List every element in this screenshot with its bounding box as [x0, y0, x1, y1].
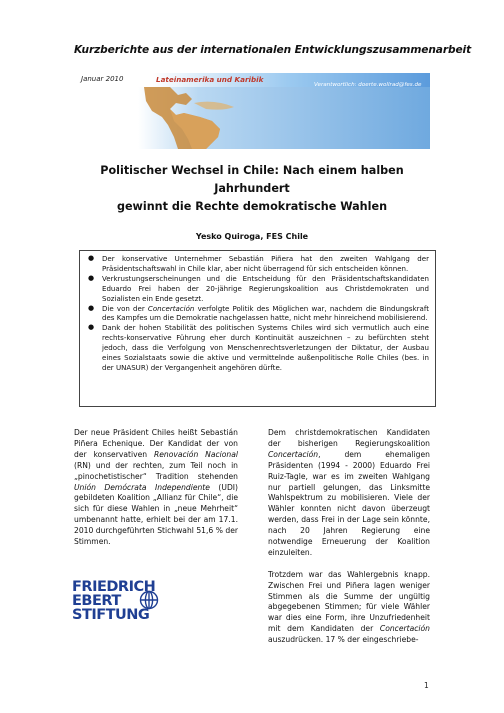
fes-logo [72, 577, 182, 621]
fes-logo-graphic [72, 577, 182, 621]
article-title-line-2: gewinnt die Rechte demokratische Wahlen [116, 200, 388, 213]
paragraph: Trotzdem war das Wahlergebnis knapp. Zwischen Frei und Piñera lagen weniger Stimmen als die Summe der ungültig abgegebenen Stimmen; für viele Wähler war dies eine Form, ihre Unzufriedenheit mit dem Kandidaten der Concertación auszudrücken. 17 % der eingeschriebe- [268, 569, 430, 645]
summary-item: ● Der konservative Unternehmer Sebastián Piñera hat den zweiten Wahlgang der Präsidentschaftswahl in Chile klar, aber nicht überragend für sich entscheiden können. [88, 254, 429, 273]
responsible-contact[interactable]: Verantwortlich: doerte.wollrad@fes.de [314, 82, 422, 88]
logo-line-3: STIFTUNG [72, 607, 150, 621]
bullet-icon: ● [88, 323, 95, 332]
bullet-icon: ● [88, 303, 95, 312]
bullet-icon: ● [88, 273, 95, 282]
logo-line-1: FRIEDRICH [72, 579, 156, 595]
globe-icon [141, 592, 158, 609]
summary-box [79, 250, 436, 407]
article-title-line-1: Politischer Wechsel in Chile: Nach einem halben Jahrhundert [100, 164, 404, 195]
logo-line-2: EBERT [72, 593, 121, 609]
summary-item: ● Die von der Concertación verfolgte Politik des Möglichen war, nachdem die Bindungskraft des Kampfes um die Demokratie nachgelassen hatte, nicht mehr hinreichend mobilisierend. [88, 303, 429, 323]
report-date: Januar 2010 [81, 75, 124, 83]
summary-list [86, 254, 429, 373]
series-title: Kurzberichte aus der internationalen Entwicklungszusammenarbeit [74, 44, 472, 56]
summary-item: ● Verkrustungserscheinungen und die Entscheidung für den Präsidentschaftskandidaten Eduardo Frei haben der 20-jährige Regierungskoalition aus Christdemokraten und Sozialisten ein Ende gesetzt. [88, 273, 429, 303]
summary-item: ● Dank der hohen Stabilität des politischen Systems Chiles wird sich vermutlich auch eine rechts-konservative Führung eher durch Kontinuität auszeichnen – zu befürchten steht jedoch, dass die Verfolgung von Menschenrechtsverletzungen der Diktatur, der Ausbau eines Sozialstaats sowie die aktive und vermittelnde außenpolitische Rolle Chiles (bes. in der UNASUR) der Vergangenheit angehören dürfte. [88, 323, 429, 372]
paragraph: Der neue Präsident Chiles heißt Sebastián Piñera Echenique. Der Kandidat der von der konservativen Renovación Nacional (RN) und der rechten, zum Teil noch in „pinochetistischer“ Tradition stehenden Unión Demócrata Independiente (UDI) gebildeten Koalition „Allianz für Chile“, die sich für diese Wahlen in „neue Mehrheit“ umbenannt hatte, erhielt bei der am 17.1. 2010 durchgeführten Stichwahl 51,6 % der Stimmen. [74, 428, 238, 547]
article-author: Yesko Quiroga, FES Chile [195, 232, 309, 241]
body-column-right [268, 428, 430, 657]
article-title [62, 162, 442, 216]
page-number: 1 [424, 681, 429, 690]
paragraph: Dem christdemokratischen Kandidaten der bisherigen Regierungskoalition Concertación, dem ehemaligen Präsidenten (1994 - 2000) Eduardo Frei Ruiz-Tagle, war es im zweiten Wahlgang nur partiell gelungen, das Linksmitte Wahlspektrum zu mobilisieren. Viele der Wähler konnten nicht davon überzeugt werden, dass Frei in der Lage sein könnte, nach 20 Jahren Regierung eine notwendige Erneuerung der Koalition einzuleiten. [268, 428, 430, 557]
region-label: Lateinamerika und Karibik [156, 75, 264, 84]
bullet-icon: ● [88, 254, 95, 262]
header-banner [74, 73, 430, 149]
body-column-left [74, 428, 238, 559]
